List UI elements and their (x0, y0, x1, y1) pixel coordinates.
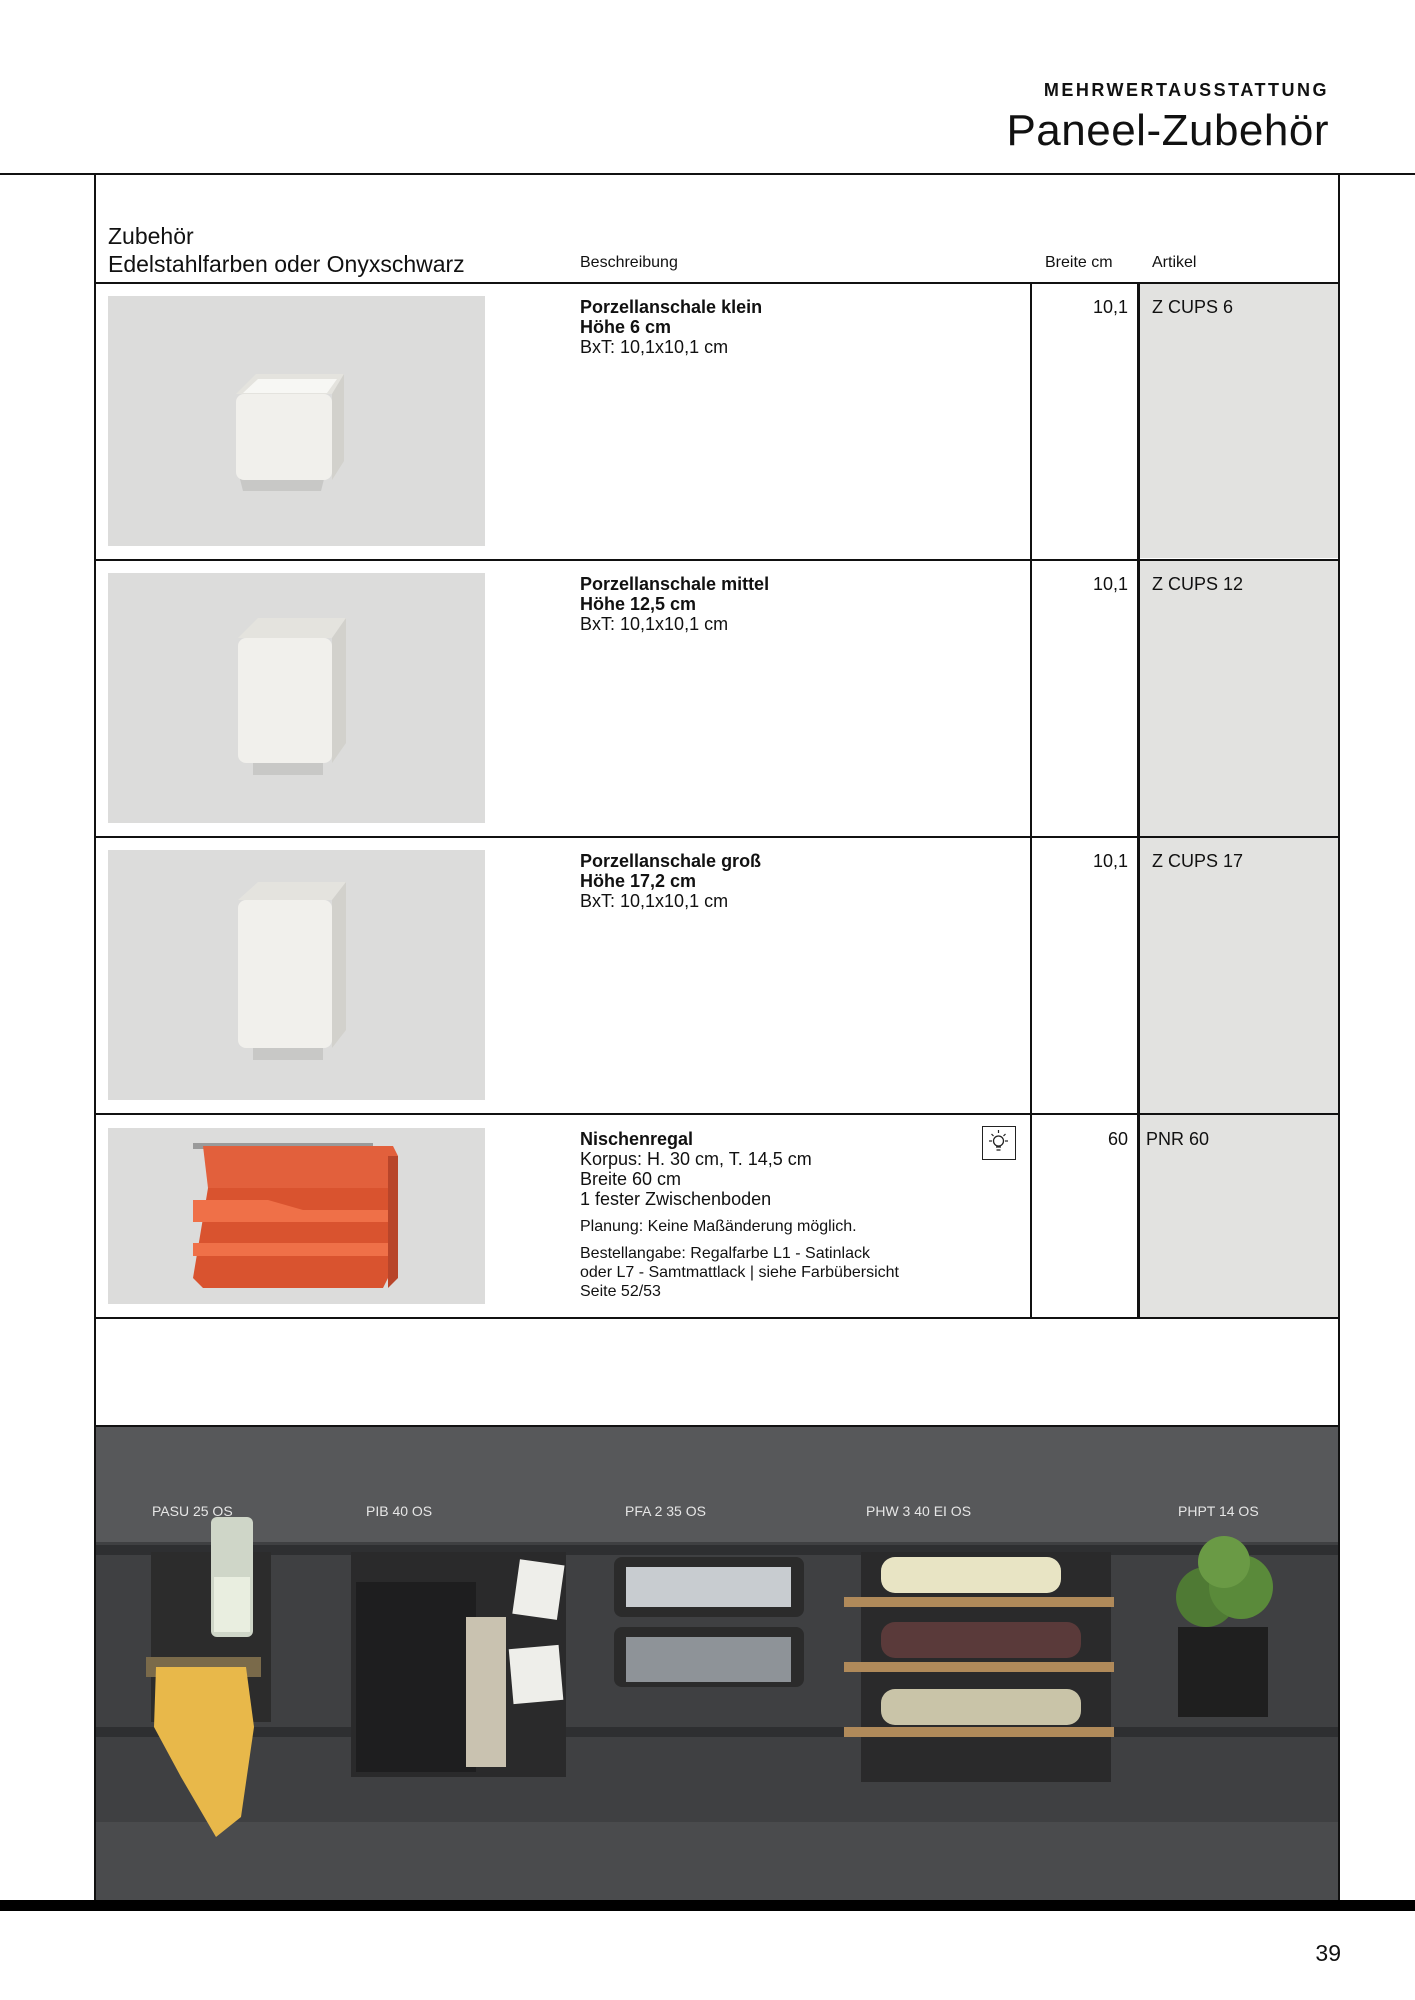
row-divider (94, 559, 1340, 561)
col-divider (1030, 282, 1032, 1319)
row-description: Porzellanschale klein Höhe 6 cm BxT: 10,1x10,1 cm (580, 297, 763, 357)
product-photo-niche-shelf (108, 1128, 485, 1304)
row-description: Nischenregal Korpus: H. 30 cm, T. 14,5 cm Breite 60 cm 1 fester Zwischenboden Planung: Keine Maßänderung möglich. Bestellangabe: Regalfarbe L1 - Satinlack oder L7 - Samtmattlack | siehe Farbübersicht Seite 52/53 (580, 1129, 899, 1300)
col-header-article: Artikel (1152, 254, 1197, 271)
row-divider (94, 836, 1340, 838)
bottom-bar (0, 1900, 1415, 1911)
product-photo-cup-small (108, 296, 485, 546)
width-value: 10,1 (1092, 297, 1128, 317)
col-header-description: Beschreibung (580, 254, 678, 271)
scene-label-pfa: PFA 2 35 OS (625, 1503, 706, 1519)
page-title: Paneel-Zubehör (1006, 106, 1329, 155)
row-divider (94, 282, 1340, 284)
article-number: Z CUPS 12 (1152, 574, 1244, 594)
article-number: PNR 60 (1146, 1129, 1210, 1149)
col-divider (1137, 282, 1140, 1319)
width-value: 10,1 (1092, 851, 1128, 871)
section-title: Zubehör Edelstahlfarben oder Onyxschwarz (108, 223, 465, 277)
row-divider (94, 1317, 1340, 1319)
scene-label-phpt: PHPT 14 OS (1178, 1503, 1259, 1519)
col-header-width: Breite cm (1045, 254, 1113, 271)
lamp-icon (982, 1126, 1016, 1160)
panel-scene-photo (96, 1427, 1338, 1900)
width-value: 60 (1107, 1129, 1128, 1149)
article-number: Z CUPS 17 (1152, 851, 1244, 871)
row-description: Porzellanschale mittel Höhe 12,5 cm BxT: 10,1x10,1 cm (580, 574, 770, 634)
page-number: 39 (1315, 1940, 1341, 1966)
page-kicker: MEHRWERTAUSSTATTUNG (1043, 80, 1329, 100)
row-divider (94, 1113, 1340, 1115)
scene-label-pasu: PASU 25 OS (152, 1503, 233, 1519)
product-photo-cup-large (108, 850, 485, 1100)
row-description: Porzellanschale groß Höhe 17,2 cm BxT: 10,1x10,1 cm (580, 851, 762, 911)
scene-label-phw: PHW 3 40 EI OS (866, 1503, 972, 1519)
width-value: 10,1 (1092, 574, 1128, 594)
product-photo-cup-medium (108, 573, 485, 823)
article-number: Z CUPS 6 (1152, 297, 1234, 317)
scene-label-pib: PIB 40 OS (366, 1503, 433, 1519)
